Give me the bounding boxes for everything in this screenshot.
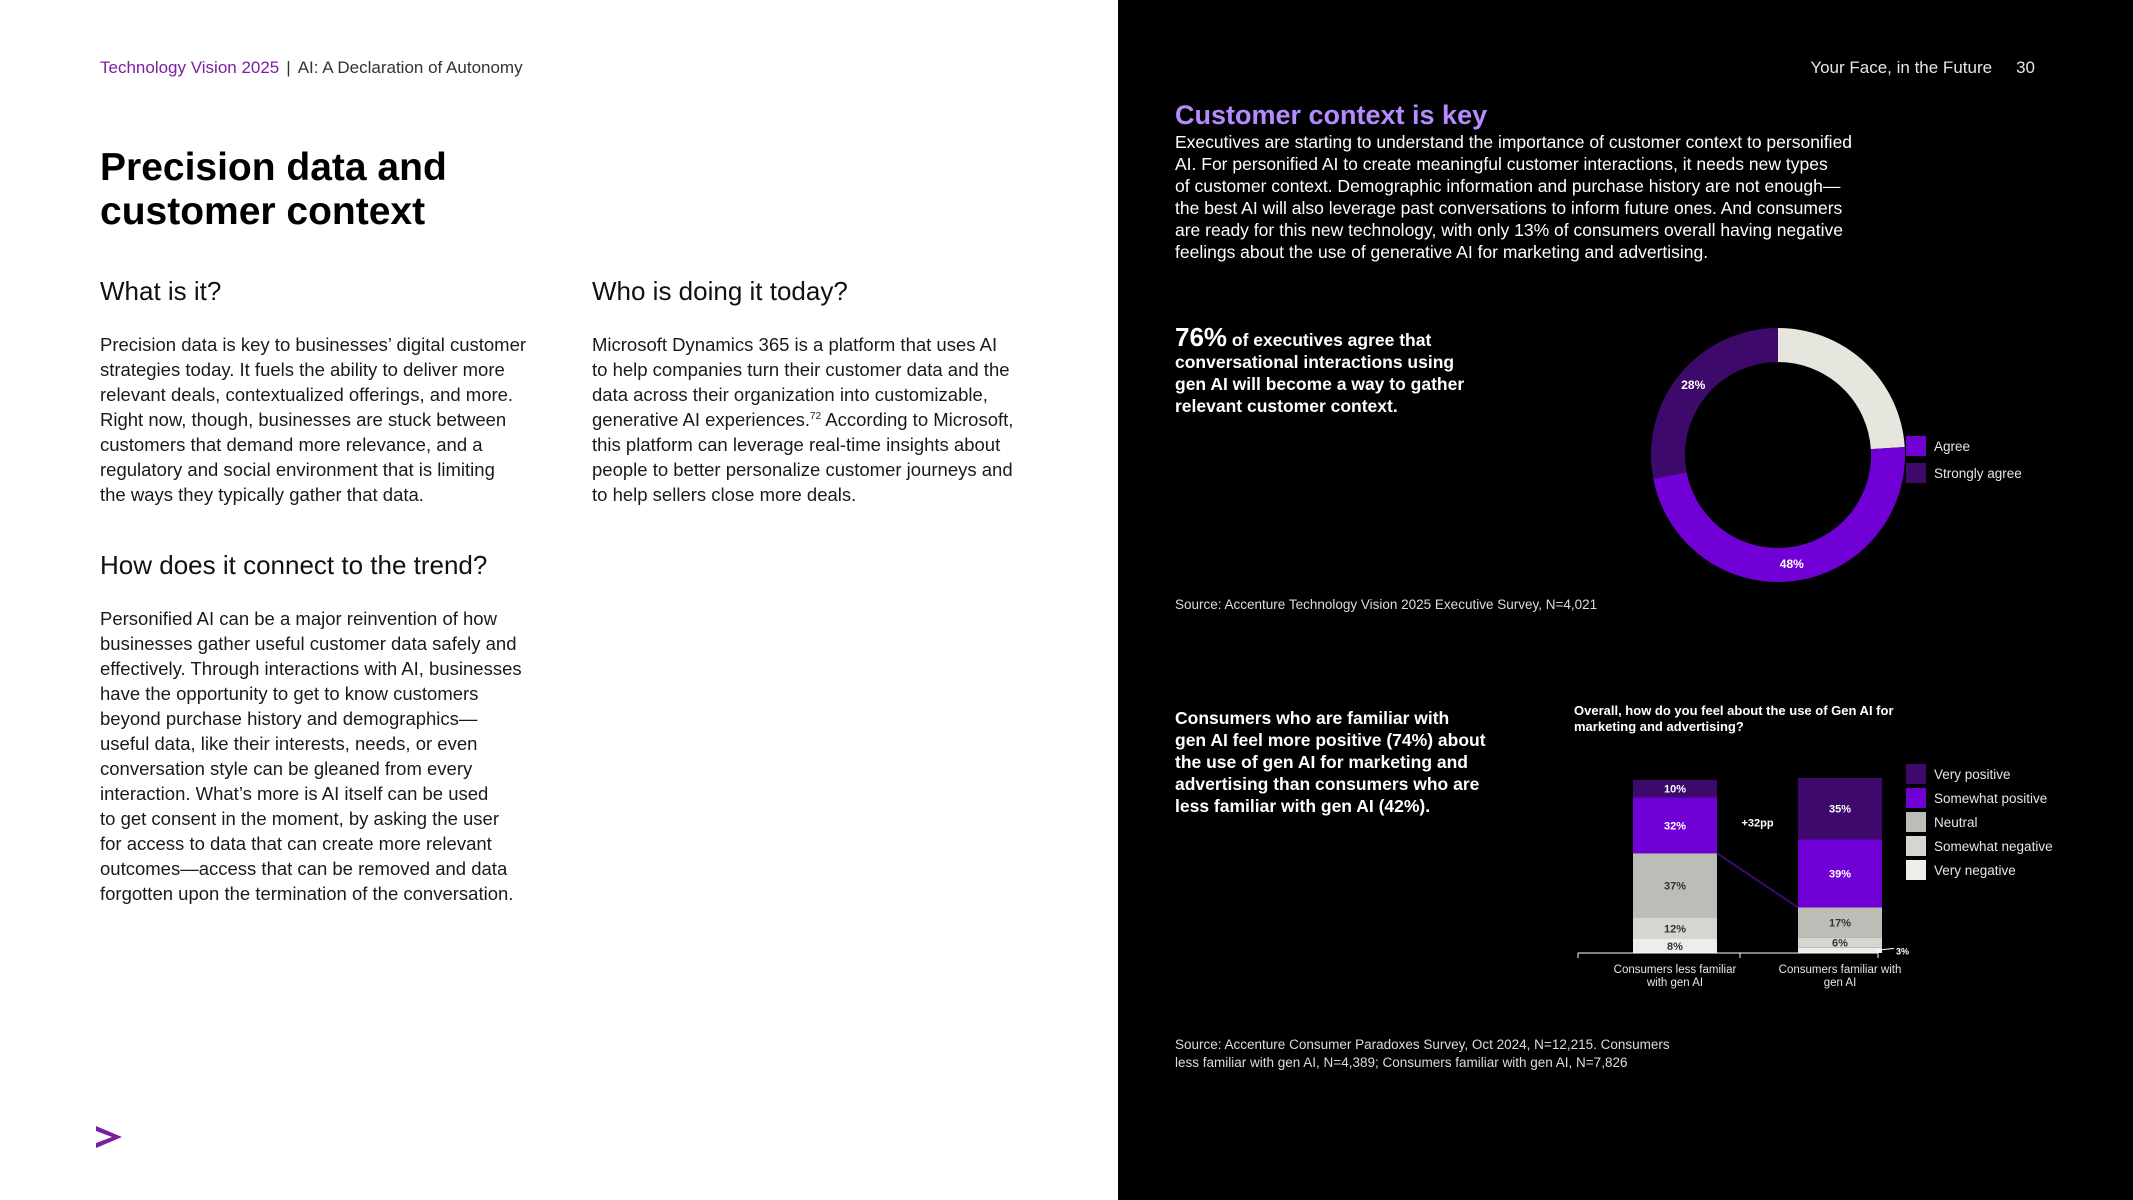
callout-line: gen AI feel more positive (74%) about [1175,730,1486,750]
donut-slice-strongly-agree [1668,345,1778,476]
section-header [1810,58,2035,78]
stat-text: of executives agree that [1227,330,1432,350]
bar-data-label: 39% [1828,868,1852,881]
page-title-line-2: customer context [100,190,426,233]
body-line: customers that demand more relevance, and a [100,434,483,455]
legend-label: Agree [1934,438,1971,454]
callout-line: less familiar with gen AI (42%). [1175,796,1431,816]
page-title-line-1: Precision data and [100,146,447,189]
callout-line: Consumers who are familiar with [1175,708,1450,728]
category-label: gen AI [1823,977,1857,989]
stat-percent: 76% [1175,322,1228,352]
body-line: businesses gather useful customer data safely and [100,633,517,654]
legend-item-very-positive [1906,762,2053,786]
what-is-it-body [100,332,570,507]
category-label: with gen AI [1646,977,1704,989]
body-line: strategies today. It fuels the ability to deliver more [100,359,505,380]
report-header [100,58,523,78]
bar-data-label: 12% [1663,923,1687,936]
donut-slice-agree [1670,448,1888,565]
bar-legend [1906,762,2053,882]
intro-line: feelings about the use of generative AI for marketing and advertising. [1175,242,1709,262]
bar-data-label: 37% [1663,880,1687,893]
customer-context-body [1175,131,1985,263]
report-subtitle: AI: A Declaration of Autonomy [297,58,523,77]
intro-line: the best AI will also leverage past conversations to inform future ones. And consumers [1175,198,1843,218]
section-title: Your Face, in the Future [1810,58,1993,77]
body-line: outcomes—access that can be removed and data [100,858,508,879]
body-line: effectively. Through interactions with AI, businesses [100,658,522,679]
bar-data-label: 32% [1663,820,1687,833]
difference-connector [1717,853,1798,907]
body-line-part: According to Microsoft, [821,409,1014,430]
bar-data-label: 17% [1828,917,1852,930]
legend-swatch-very-positive [1906,764,1926,784]
category-label: Consumers less familiar [1613,964,1737,976]
consumer-callout [1175,707,1515,817]
source-line: less familiar with gen AI, N=4,389; Consumers familiar with gen AI, N=7,826 [1175,1055,1628,1070]
legend-item-agree [1906,434,2022,458]
stat-line: gen AI will become a way to gather [1175,374,1465,394]
legend-item-strongly-agree [1906,461,2022,485]
body-line: relevant deals, contextualized offerings, and more. [100,384,514,405]
intro-line: are ready for this new technology, with only 13% of consumers overall having negative [1175,220,1843,240]
bar-data-label: 35% [1828,803,1852,816]
legend-label: Somewhat positive [1934,790,2048,806]
customer-context-heading: Customer context is key [1175,100,1488,130]
body-line: interaction. What’s more is AI itself can be used [100,783,489,804]
body-line: beyond purchase history and demographics— [100,708,478,729]
donut-data-label: 48% [1779,557,1804,572]
difference-annotation: +32pp [1741,817,1774,830]
legend-label: Very negative [1934,862,2016,878]
callout-line: advertising than consumers who are [1175,774,1480,794]
page-number: 30 [2016,58,2035,77]
callout-line: the use of gen AI for marketing and [1175,752,1468,772]
stat-line [1175,322,1515,352]
donut-data-label: 28% [1681,377,1706,392]
header-separator: | [286,58,291,77]
legend-item-very-negative [1906,858,2053,882]
body-line: Microsoft Dynamics 365 is a platform that uses AI [592,334,998,355]
legend-label: Very positive [1934,766,2011,782]
source-note-executive: Source: Accenture Technology Vision 2025 Executive Survey, N=4,021 [1175,597,1598,612]
what-is-it-heading: What is it? [100,276,222,306]
executive-donut-chart [1588,318,1888,588]
body-line: Precision data is key to businesses’ digital customer [100,334,527,355]
bar-data-label: 3% [1896,946,1910,957]
footnote-marker: 72 [810,410,822,422]
category-label: Consumers familiar with [1778,964,1902,976]
legend-label: Neutral [1934,814,1978,830]
body-line [592,407,1072,432]
body-line: Right now, though, businesses are stuck between [100,409,507,430]
legend-swatch-somewhat-negative [1906,836,1926,856]
connect-trend-body [100,606,580,906]
bar-data-label: 8% [1667,941,1683,953]
legend-item-somewhat-negative [1906,834,2053,858]
legend-label: Somewhat negative [1934,838,2053,854]
donut-legend [1906,434,2022,485]
executive-stat [1175,322,1515,417]
consumer-stacked-bar-chart [1568,755,1910,1005]
legend-item-neutral [1906,810,2053,834]
donut-slice-other [1778,345,1888,448]
question-line: Overall, how do you feel about the use of Gen AI for [1574,703,1894,718]
intro-line: of customer context. Demographic information and purchase history are not enough— [1175,176,1841,196]
body-line: conversation style can be gleaned from every [100,758,473,779]
body-line: regulatory and social environment that is limiting [100,459,495,480]
legend-swatch-agree [1906,436,1926,456]
body-line: to get consent in the moment, by asking the user [100,808,500,829]
legend-swatch-very-negative [1906,860,1926,880]
bar-data-label: 6% [1832,937,1848,950]
body-line: Personified AI can be a major reinvention of how [100,608,497,629]
body-line: useful data, like their interests, needs, or even [100,733,478,754]
connect-trend-heading: How does it connect to the trend? [100,550,488,580]
body-line: to help companies turn their customer data and the [592,359,1010,380]
legend-item-somewhat-positive [1906,786,2053,810]
question-line: marketing and advertising? [1574,719,1744,734]
intro-line: AI. For personified AI to create meaningful customer interactions, it needs new types [1175,154,1828,174]
source-line: Source: Accenture Consumer Paradoxes Survey, Oct 2024, N=12,215. Consumers [1175,1037,1670,1052]
legend-swatch-neutral [1906,812,1926,832]
body-line: have the opportunity to get to know customers [100,683,479,704]
body-line: the ways they typically gather that data. [100,484,424,505]
accenture-logo-icon [94,1122,124,1152]
stat-line: relevant customer context. [1175,396,1398,416]
right-page [1118,0,2133,1200]
page-title [100,146,620,234]
survey-question [1574,703,1954,735]
body-line: for access to data that can create more relevant [100,833,492,854]
body-line: people to better personalize customer journeys and [592,459,1013,480]
legend-label: Strongly agree [1934,465,2022,481]
source-note-consumer [1175,1036,1670,1072]
bar-data-label: 10% [1663,783,1687,796]
legend-swatch-strongly-agree [1906,463,1926,483]
stat-line: conversational interactions using [1175,352,1455,372]
body-line: this platform can leverage real-time insights about [592,434,1001,455]
body-line-part: generative AI experiences. [592,409,811,430]
body-line: forgotten upon the termination of the conversation. [100,883,514,904]
who-is-doing-it-heading: Who is doing it today? [592,276,848,306]
intro-line: Executives are starting to understand the importance of customer context to personified [1175,132,1853,152]
legend-swatch-somewhat-positive [1906,788,1926,808]
who-is-doing-it-body [592,332,1072,507]
body-line: data across their organization into customizable, [592,384,988,405]
body-line: to help sellers close more deals. [592,484,857,505]
report-brand: Technology Vision 2025 [100,58,280,77]
